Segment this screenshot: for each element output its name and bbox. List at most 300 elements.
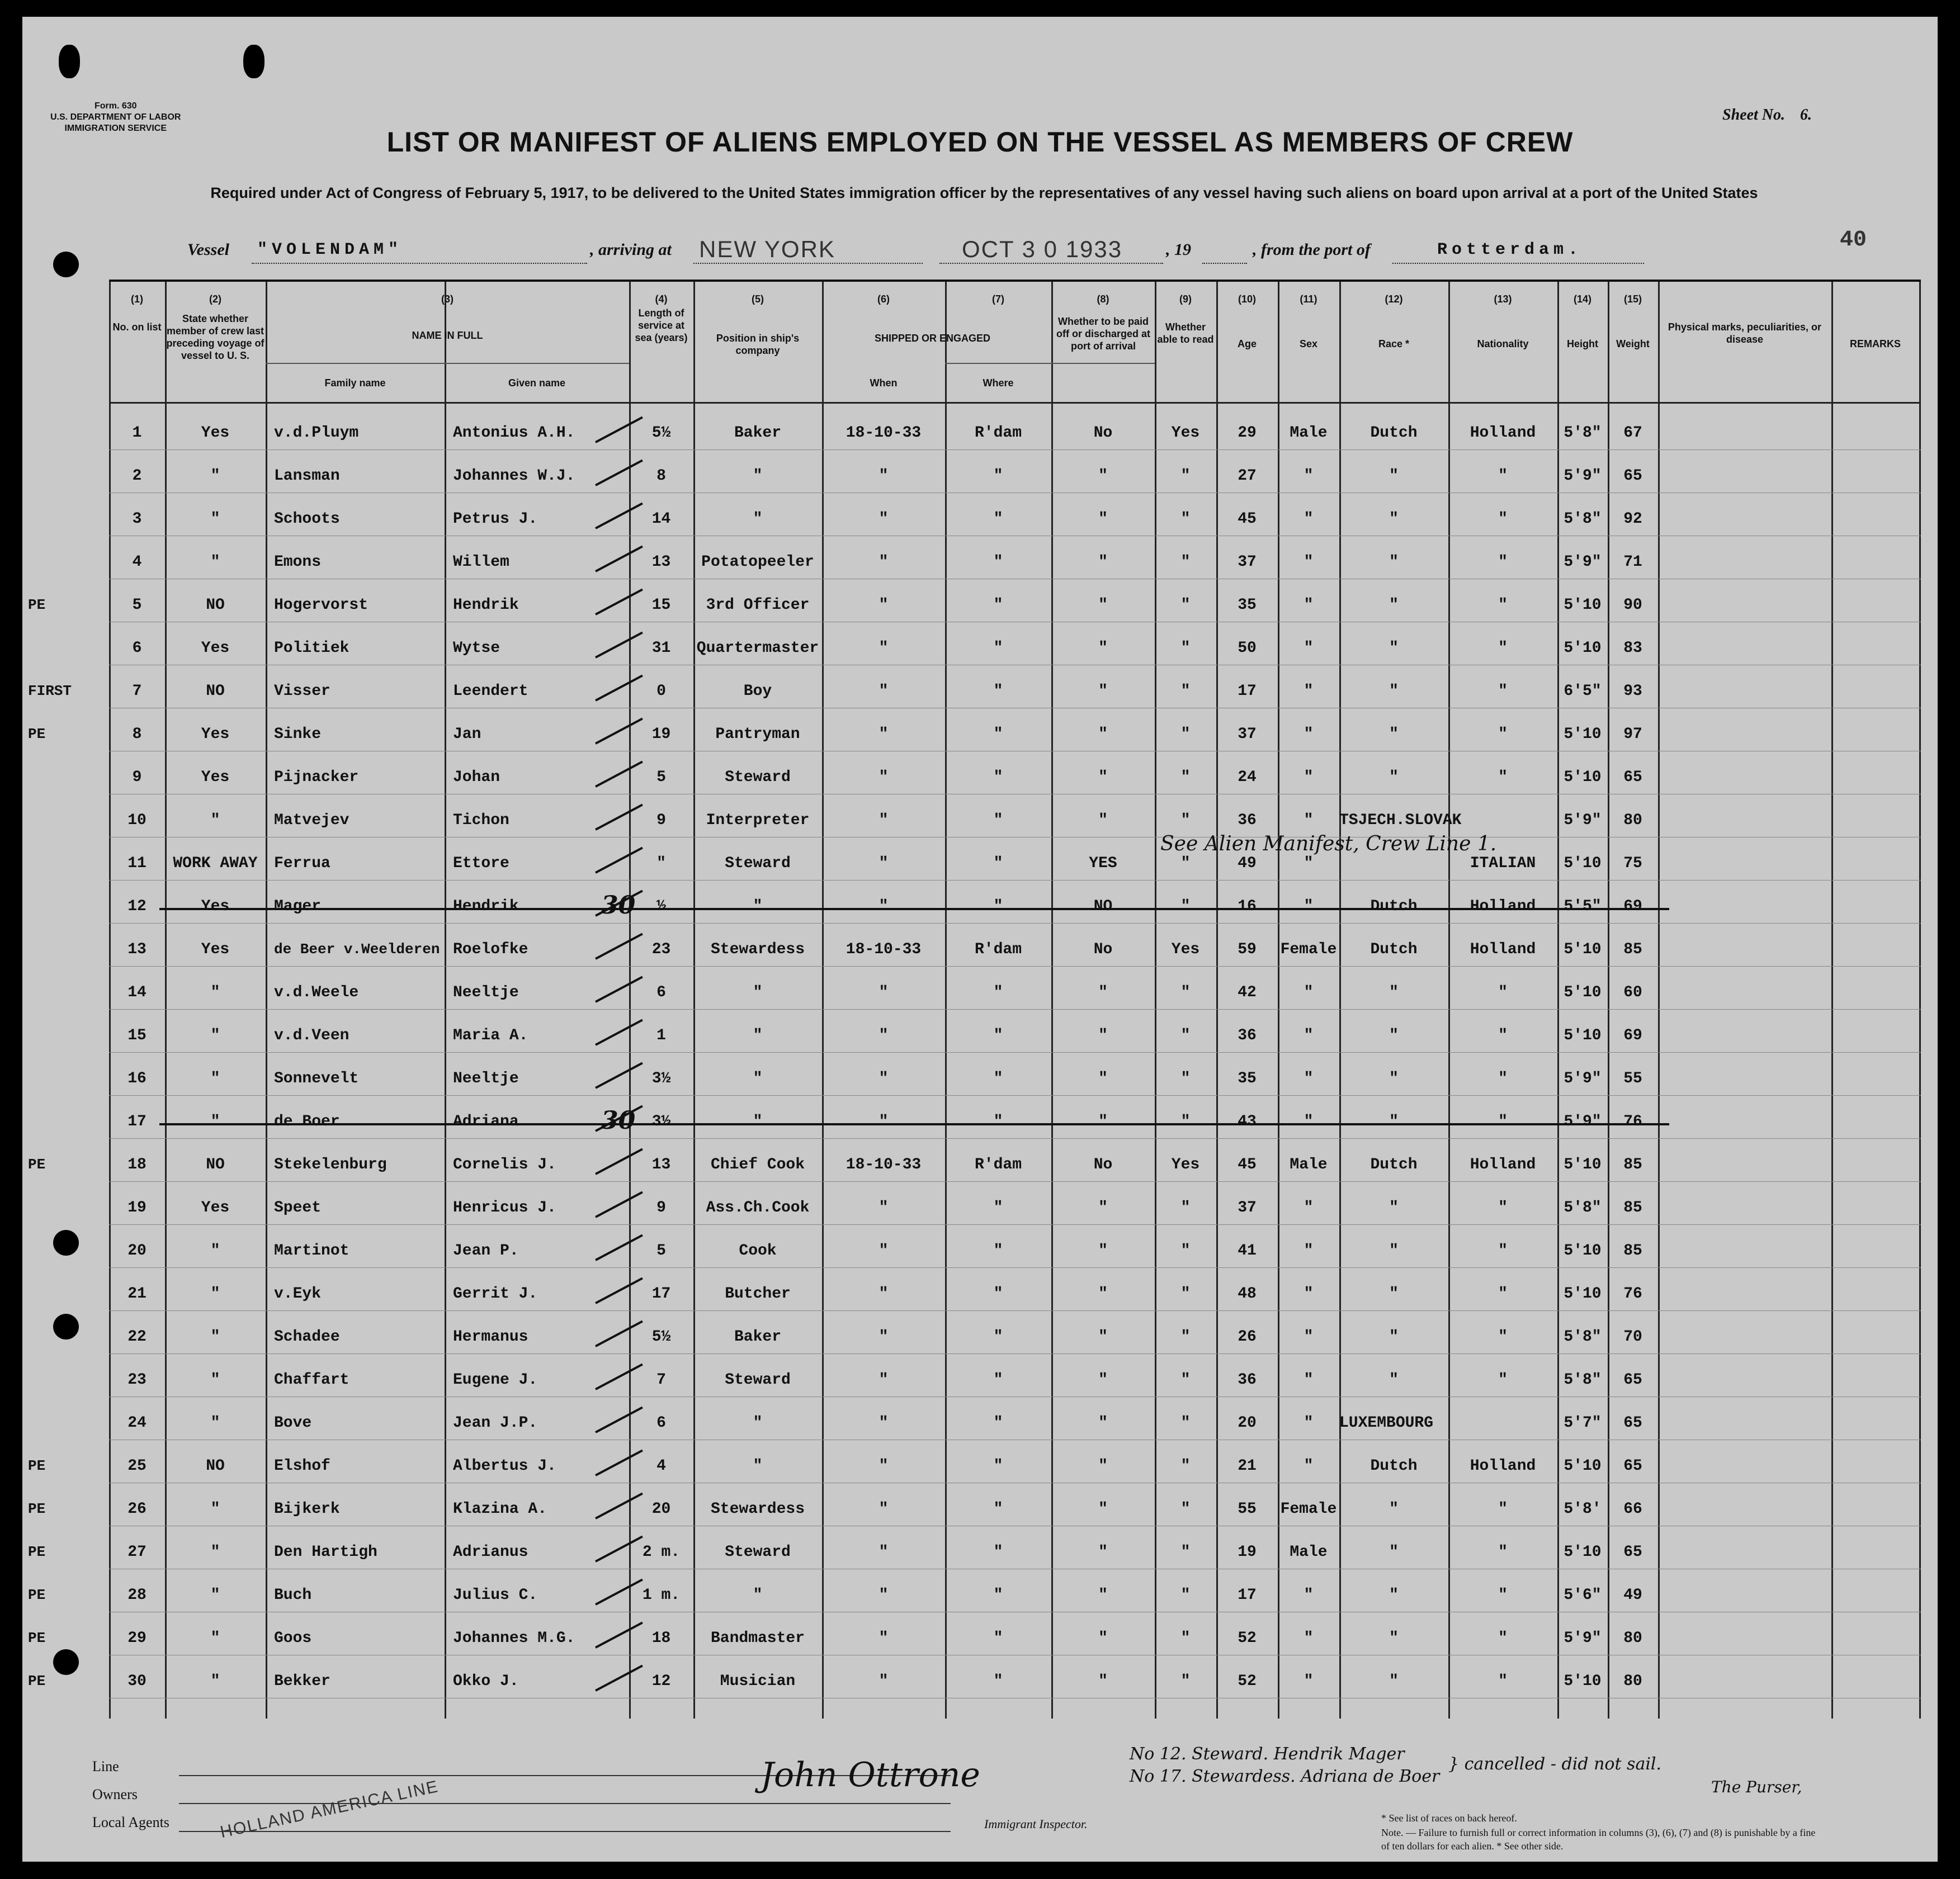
cell-read: " xyxy=(1180,1371,1191,1389)
cell-no: 2 xyxy=(132,467,142,485)
cell-paid: " xyxy=(1098,1070,1108,1087)
cell-prev: Yes xyxy=(201,1199,230,1217)
col-num: (11) xyxy=(1300,294,1317,305)
cell-no: 12 xyxy=(127,898,147,915)
cell-age: 20 xyxy=(1238,1414,1257,1432)
cell-given: Willem xyxy=(453,553,509,571)
cell-where: " xyxy=(993,726,1003,743)
cell-read: " xyxy=(1180,812,1191,829)
cell-family: de Boer xyxy=(274,1113,340,1130)
cell-no: 4 xyxy=(132,553,142,571)
cell-read: Yes xyxy=(1171,1156,1200,1173)
form-id-line: U.S. DEPARTMENT OF LABOR xyxy=(50,112,181,122)
cell-where: R'dam xyxy=(974,1156,1022,1173)
cell-sex: " xyxy=(1303,984,1314,1001)
col-num: (5) xyxy=(752,294,764,305)
inspector-signature: John Ottrone xyxy=(761,1755,980,1795)
cell-height: 5'8" xyxy=(1564,1371,1602,1389)
cell-given: Johan xyxy=(453,769,500,786)
cell-sex: " xyxy=(1303,683,1314,700)
cell-race: " xyxy=(1389,726,1399,743)
col-num: (9) xyxy=(1179,294,1192,305)
cell-given: Henricus J. xyxy=(453,1199,556,1217)
cell-paid: " xyxy=(1098,1285,1108,1303)
cell-prev: " xyxy=(210,1501,220,1518)
cell-weight: 66 xyxy=(1623,1501,1642,1518)
cell-position: Musician xyxy=(720,1673,796,1690)
form-id-line: IMMIGRATION SERVICE xyxy=(64,124,167,133)
cell-family: Sonnevelt xyxy=(274,1070,359,1087)
cell-position: Stewardess xyxy=(710,941,805,958)
cell-prev: " xyxy=(210,553,220,571)
cell-prev: WORK AWAY xyxy=(173,855,258,872)
cell-where: " xyxy=(993,683,1003,700)
cell-weight: 65 xyxy=(1623,1371,1642,1389)
cell-age: 42 xyxy=(1238,984,1257,1001)
owners-label: Owners xyxy=(92,1786,138,1802)
cell-height: 5'10 xyxy=(1564,640,1602,657)
cell-where: " xyxy=(993,984,1003,1001)
cell-height: 5'10 xyxy=(1564,1027,1602,1044)
cell-position: Pantryman xyxy=(715,726,800,743)
cell-where: " xyxy=(993,1673,1003,1690)
cell-when: " xyxy=(879,510,889,528)
cell-sex: " xyxy=(1303,812,1314,829)
cell-race: " xyxy=(1389,1371,1399,1389)
col-header-age: Age xyxy=(1237,338,1257,349)
cell-weight: 55 xyxy=(1623,1070,1642,1087)
cell-nat: Holland xyxy=(1470,1156,1536,1173)
cell-prev: " xyxy=(210,510,220,528)
cell-service: 3½ xyxy=(651,1070,671,1087)
col-header-shipped: SHIPPED OR ENGAGED xyxy=(874,333,991,344)
cell-where: " xyxy=(993,597,1003,614)
cell-nat: Holland xyxy=(1470,1457,1536,1475)
cell-paid: " xyxy=(1098,812,1108,829)
cell-no: 16 xyxy=(127,1070,147,1087)
cell-where: " xyxy=(993,467,1003,485)
arriving-port-stamp: NEW YORK xyxy=(699,236,835,262)
cell-paid: No xyxy=(1093,1156,1113,1173)
cell-age: 16 xyxy=(1238,898,1257,915)
cell-position: " xyxy=(753,1070,763,1087)
cell-nat: " xyxy=(1498,553,1508,571)
vessel-name: "VOLENDAM" xyxy=(257,240,403,259)
cell-position: Interpreter xyxy=(706,812,810,829)
cell-family: Elshof xyxy=(274,1457,330,1475)
cell-read: " xyxy=(1180,898,1191,915)
cell-age: 48 xyxy=(1238,1285,1257,1303)
cell-given: Tichon xyxy=(453,812,509,829)
races-note: * See list of races on back hereof. xyxy=(1381,1812,1517,1824)
cell-weight: 69 xyxy=(1623,1027,1642,1044)
cell-given: Wytse xyxy=(453,640,500,657)
cell-nat: " xyxy=(1498,1501,1508,1518)
cell-no: 5 xyxy=(132,597,142,614)
cell-height: 5'9" xyxy=(1564,1070,1602,1087)
cell-given: Okko J. xyxy=(453,1673,519,1690)
cell-position: Baker xyxy=(734,1328,781,1346)
cell-family: Sinke xyxy=(274,726,322,743)
cell-no: 8 xyxy=(132,726,142,743)
cell-where: " xyxy=(993,553,1003,571)
from-port-label: , from the port of xyxy=(1253,240,1371,259)
cell-given: Neeltje xyxy=(453,1070,519,1087)
cell-when: " xyxy=(879,898,889,915)
cell-sex: " xyxy=(1303,640,1314,657)
cell-sex: " xyxy=(1303,726,1314,743)
cell-weight: 90 xyxy=(1623,597,1642,614)
row-marker: PE xyxy=(28,1587,46,1603)
date-stamp: OCT 3 0 1933 xyxy=(962,236,1123,262)
cell-service: 31 xyxy=(651,640,671,657)
cell-sex: " xyxy=(1303,467,1314,485)
col-header-service: Length of service at sea (years) xyxy=(635,307,688,343)
cell-no: 26 xyxy=(127,1501,147,1518)
cell-weight: 65 xyxy=(1623,769,1642,786)
cell-race: " xyxy=(1389,1242,1399,1260)
cell-when: " xyxy=(879,467,889,485)
cell-where: " xyxy=(993,855,1003,872)
cell-given: Gerrit J. xyxy=(453,1285,538,1303)
cell-service: 6 xyxy=(657,1414,666,1432)
cell-height: 5'10 xyxy=(1564,726,1602,743)
cell-height: 5'8" xyxy=(1564,424,1602,442)
cell-given: Cornelis J. xyxy=(453,1156,556,1173)
cell-weight: 80 xyxy=(1623,1630,1642,1647)
cell-no: 17 xyxy=(127,1113,147,1130)
cell-paid: " xyxy=(1098,1673,1108,1690)
cell-read: " xyxy=(1180,1328,1191,1346)
cell-weight: 85 xyxy=(1623,1242,1642,1260)
cell-service: ½ xyxy=(657,898,666,915)
cell-height: 5'7" xyxy=(1564,1414,1602,1432)
cell-family: Bekker xyxy=(274,1673,330,1690)
cell-given: Petrus J. xyxy=(453,510,538,528)
cell-given: Antonius A.H. xyxy=(453,424,575,442)
cell-position: Cook xyxy=(739,1242,777,1260)
cell-no: 10 xyxy=(127,812,147,829)
cell-family: Buch xyxy=(274,1587,312,1604)
cell-family: Visser xyxy=(274,683,330,700)
cell-given: Johannes W.J. xyxy=(453,467,575,485)
cell-sex: " xyxy=(1303,510,1314,528)
cell-read: " xyxy=(1180,1113,1191,1130)
cell-age: 21 xyxy=(1238,1457,1257,1475)
col-header-height: Height xyxy=(1567,338,1598,349)
cell-where: " xyxy=(993,510,1003,528)
cell-service: 17 xyxy=(651,1285,671,1303)
cell-when: " xyxy=(879,640,889,657)
cell-prev: " xyxy=(210,1414,220,1432)
cell-paid: " xyxy=(1098,1113,1108,1130)
cell-where: " xyxy=(993,1242,1003,1260)
cell-given: Adriana xyxy=(453,1113,519,1130)
cell-service: 5½ xyxy=(651,1328,671,1346)
cell-service: 6 xyxy=(657,984,666,1001)
cell-when: " xyxy=(879,1242,889,1260)
cell-no: 30 xyxy=(127,1673,147,1690)
cell-height: 5'10 xyxy=(1564,1673,1602,1690)
row-marker: PE xyxy=(28,1544,46,1560)
cell-nat: " xyxy=(1498,640,1508,657)
cell-read: " xyxy=(1180,1285,1191,1303)
cell-nat: Holland xyxy=(1470,898,1536,915)
cell-no: 7 xyxy=(132,683,142,700)
cell-given: Hendrik xyxy=(453,597,519,614)
cell-sex: Male xyxy=(1290,1156,1328,1173)
cell-position: Quartermaster xyxy=(696,640,819,657)
cell-sex: " xyxy=(1303,769,1314,786)
cell-paid: " xyxy=(1098,1414,1108,1432)
cell-nat: " xyxy=(1498,984,1508,1001)
cell-prev: Yes xyxy=(201,424,230,442)
form-id-line: Form. 630 xyxy=(94,101,137,111)
cell-race: " xyxy=(1389,1199,1399,1217)
col-header-given: Given name xyxy=(508,377,566,389)
cancelled-row-strike xyxy=(159,1123,1669,1125)
cell-when: " xyxy=(879,1070,889,1087)
cell-when: 18-10-33 xyxy=(846,941,922,958)
cell-read: " xyxy=(1180,1501,1191,1518)
cell-where: " xyxy=(993,1371,1003,1389)
line-label: Line xyxy=(92,1758,119,1774)
cell-read: " xyxy=(1180,1070,1191,1087)
cell-prev: NO xyxy=(206,1457,225,1475)
cell-no: 19 xyxy=(127,1199,147,1217)
cell-no: 24 xyxy=(127,1414,147,1432)
cell-read: " xyxy=(1180,1199,1191,1217)
cell-given: Hermanus xyxy=(453,1328,528,1346)
cell-where: " xyxy=(993,1199,1003,1217)
cell-weight: 92 xyxy=(1623,510,1642,528)
cell-service: 4 xyxy=(657,1457,666,1475)
cell-prev: " xyxy=(210,1027,220,1044)
note-cancelled: } cancelled - did not sail. xyxy=(1448,1754,1662,1774)
cell-age: 27 xyxy=(1238,467,1257,485)
cell-height: 5'8' xyxy=(1564,1501,1602,1518)
cell-family: Speet xyxy=(274,1199,322,1217)
cell-age: 36 xyxy=(1238,1371,1257,1389)
cell-age: 29 xyxy=(1238,424,1257,442)
cell-age: 17 xyxy=(1238,1587,1257,1604)
cell-no: 14 xyxy=(127,984,147,1001)
cell-prev: " xyxy=(210,1328,220,1346)
cell-where: " xyxy=(993,640,1003,657)
cell-family: Stekelenburg xyxy=(274,1156,387,1173)
cell-nat: LUXEMBOURG xyxy=(1339,1414,1434,1432)
col-header-position: Position in ship's company xyxy=(716,333,800,356)
cell-weight: 80 xyxy=(1623,812,1642,829)
cell-height: 5'8" xyxy=(1564,1199,1602,1217)
cell-service: 15 xyxy=(651,597,671,614)
cell-paid: No xyxy=(1093,424,1113,442)
cell-height: 5'10 xyxy=(1564,984,1602,1001)
cell-nat: Holland xyxy=(1470,941,1536,958)
from-port: Rotterdam. xyxy=(1437,240,1583,259)
cell-no: 23 xyxy=(127,1371,147,1389)
punch-hole xyxy=(53,1314,79,1340)
cell-where: " xyxy=(993,769,1003,786)
col-num: (2) xyxy=(209,294,221,305)
arriving-label: , arriving at xyxy=(590,240,672,259)
cell-prev: " xyxy=(210,1285,220,1303)
cell-paid: " xyxy=(1098,1242,1108,1260)
cell-position: " xyxy=(753,467,763,485)
cell-age: 43 xyxy=(1238,1113,1257,1130)
cell-position: Chief Cook xyxy=(710,1156,805,1173)
cell-no: 9 xyxy=(132,769,142,786)
cell-when: " xyxy=(879,1673,889,1690)
cell-read: " xyxy=(1180,1027,1191,1044)
cell-when: " xyxy=(879,1587,889,1604)
cell-race: " xyxy=(1389,597,1399,614)
cell-sex: " xyxy=(1303,553,1314,571)
cell-where: " xyxy=(993,1285,1003,1303)
cell-when: " xyxy=(879,1027,889,1044)
cell-family: Bove xyxy=(274,1414,312,1432)
cell-service: 5 xyxy=(657,1242,666,1260)
cell-paid: YES xyxy=(1089,855,1117,872)
cell-when: " xyxy=(879,553,889,571)
cell-service: 5½ xyxy=(651,424,671,442)
cell-age: 37 xyxy=(1238,1199,1257,1217)
cell-read: Yes xyxy=(1171,424,1200,442)
cell-service: 9 xyxy=(657,1199,666,1217)
cell-race: " xyxy=(1389,984,1399,1001)
cell-paid: " xyxy=(1098,683,1108,700)
cell-race: " xyxy=(1389,510,1399,528)
cell-family: Mager xyxy=(274,898,322,915)
cell-where: " xyxy=(993,1328,1003,1346)
cell-position: " xyxy=(753,1113,763,1130)
cell-race: " xyxy=(1389,683,1399,700)
cell-read: " xyxy=(1180,855,1191,872)
cell-height: 5'10 xyxy=(1564,597,1602,614)
cell-height: 5'10 xyxy=(1564,1285,1602,1303)
cell-position: Steward xyxy=(725,1544,791,1561)
cell-nat: " xyxy=(1498,1113,1508,1130)
cell-nat: " xyxy=(1498,1630,1508,1647)
cell-sex: " xyxy=(1303,1673,1314,1690)
cell-weight: 65 xyxy=(1623,1457,1642,1475)
col-num: (15) xyxy=(1623,294,1642,305)
cell-given: Julius C. xyxy=(453,1587,538,1604)
cell-height: 6'5" xyxy=(1564,683,1602,700)
cell-race: " xyxy=(1389,1630,1399,1647)
cell-sex: Male xyxy=(1290,1544,1328,1561)
cell-nat: " xyxy=(1498,510,1508,528)
cell-nat: " xyxy=(1498,1587,1508,1604)
cell-position: " xyxy=(753,1027,763,1044)
cell-race: " xyxy=(1389,1673,1399,1690)
cell-nat: " xyxy=(1498,1371,1508,1389)
cell-when: " xyxy=(879,1113,889,1130)
cell-given: Leendert xyxy=(453,683,528,700)
cell-nat: " xyxy=(1498,1070,1508,1087)
cell-position: Steward xyxy=(725,769,791,786)
cell-read: " xyxy=(1180,1242,1191,1260)
cell-sex: " xyxy=(1303,898,1314,915)
cell-service: 13 xyxy=(651,553,671,571)
cell-prev: " xyxy=(210,1113,220,1130)
cell-read: " xyxy=(1180,984,1191,1001)
cell-given: Jean P. xyxy=(453,1242,519,1260)
cell-height: 5'6" xyxy=(1564,1587,1602,1604)
cell-service: 14 xyxy=(651,510,671,528)
cell-race: Dutch xyxy=(1370,1457,1418,1475)
cell-height: 5'10 xyxy=(1564,1544,1602,1561)
cell-weight: 60 xyxy=(1623,984,1642,1001)
cell-weight: 80 xyxy=(1623,1673,1642,1690)
cell-prev: Yes xyxy=(201,640,230,657)
cell-race: " xyxy=(1389,1070,1399,1087)
cell-nat: " xyxy=(1498,769,1508,786)
cell-paid: " xyxy=(1098,984,1108,1001)
cell-age: 19 xyxy=(1238,1544,1257,1561)
cell-position: 3rd Officer xyxy=(706,597,810,614)
cell-position: " xyxy=(753,1457,763,1475)
cell-read: " xyxy=(1180,467,1191,485)
cell-sex: " xyxy=(1303,1199,1314,1217)
cell-position: Steward xyxy=(725,855,791,872)
cell-family: Lansman xyxy=(274,467,340,485)
cell-age: 17 xyxy=(1238,683,1257,700)
cell-weight: 49 xyxy=(1623,1587,1642,1604)
corner-number: 40 xyxy=(1840,228,1867,253)
cell-position: " xyxy=(753,1587,763,1604)
col-num: (4) xyxy=(655,294,668,305)
cell-paid: No xyxy=(1093,941,1113,958)
cell-read: " xyxy=(1180,769,1191,786)
cell-service: 7 xyxy=(657,1371,666,1389)
cell-when: " xyxy=(879,1414,889,1432)
cell-sex: " xyxy=(1303,1587,1314,1604)
vessel-label: Vessel xyxy=(187,240,229,259)
cell-where: " xyxy=(993,1587,1003,1604)
cell-service: 5 xyxy=(657,769,666,786)
cell-family: Schadee xyxy=(274,1328,340,1346)
cell-height: 5'9" xyxy=(1564,553,1602,571)
cell-sex: Male xyxy=(1290,424,1328,442)
col-header-physical: Physical marks, peculiarities, or disease xyxy=(1668,321,1822,345)
cell-age: 45 xyxy=(1238,1156,1257,1173)
cell-sex: Female xyxy=(1280,1501,1337,1518)
cell-paid: " xyxy=(1098,640,1108,657)
cell-height: 5'10 xyxy=(1564,941,1602,958)
cell-age: 55 xyxy=(1238,1501,1257,1518)
note-row-12: No 12. Steward. Hendrik Mager xyxy=(1130,1744,1405,1764)
cell-weight: 65 xyxy=(1623,467,1642,485)
cell-given: Adrianus xyxy=(453,1544,528,1561)
cell-sex: " xyxy=(1303,1630,1314,1647)
cell-family: Den Hartigh xyxy=(274,1544,377,1561)
cell-where: " xyxy=(993,1070,1003,1087)
cell-prev: " xyxy=(210,1673,220,1690)
cell-position: " xyxy=(753,1414,763,1432)
cell-no: 27 xyxy=(127,1544,147,1561)
col-num: (14) xyxy=(1573,294,1591,305)
inspector-label: Immigrant Inspector. xyxy=(984,1817,1088,1831)
cell-when: " xyxy=(879,984,889,1001)
cell-given: Ettore xyxy=(453,855,509,872)
cell-family: v.Eyk xyxy=(274,1285,322,1303)
cell-race: " xyxy=(1389,1587,1399,1604)
col-num: (10) xyxy=(1238,294,1256,305)
row-marker: PE xyxy=(28,726,46,742)
cell-service: 13 xyxy=(651,1156,671,1173)
cell-family: Politiek xyxy=(274,640,350,657)
